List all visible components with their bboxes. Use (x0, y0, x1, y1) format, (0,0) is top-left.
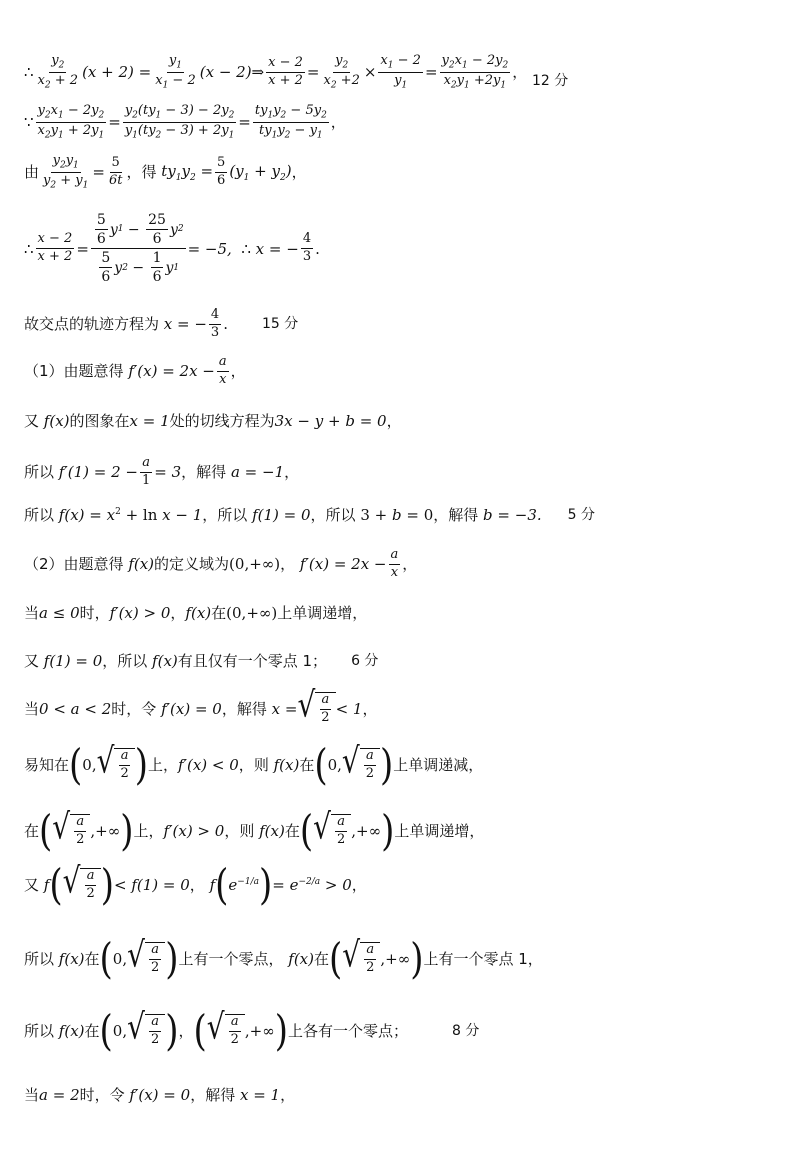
solution-line-10: （2）由题意得 f(x) 的定义域为 (0,+∞) ， f′(x) = 2x − $\frac{a}{x}$ ， (24, 547, 418, 580)
solution-line-7: 又 f(x) 的图象在 x = 1 处的切线方程为 3x − y + b = 0 ， (24, 412, 402, 430)
therefore-symbol: ∴ (24, 63, 34, 82)
score-mark: 12 分 (532, 73, 569, 89)
solution-line-14: 易知在 ( 0, √ $\frac{a}{2}$ ) 上 ， f′(x) < 0 ， 则 f(x) 在 ( 0, √ $\frac{a}{2}$ ) 上单调递减， (24, 740, 484, 790)
fraction: $\frac{y_2y_1}{y_2 + y_1}$ (43, 153, 89, 191)
fraction: $\frac{y_2}{x_2 +2}$ (323, 53, 360, 91)
fraction: $\frac{x - 2}{x + 2}$ (37, 231, 73, 265)
solution-line-12: 又 f(1) = 0 ， 所以 f(x) 有且仅有一个零点 1； 6 分 (24, 652, 379, 670)
score-mark: 6 分 (351, 652, 379, 669)
fraction: $\frac{x - 2}{x + 2}$ (268, 55, 303, 88)
fraction: $\frac{x_1 - 2}{y_1}$ (380, 53, 421, 91)
fraction: $\frac{5}{6}$ (217, 155, 226, 188)
implies-symbol: ⇒ (251, 63, 265, 82)
score-mark: 5 分 (567, 506, 595, 523)
solution-line-1: ∴ $\frac{y_2}{x_2 + 2}$ (x + 2) = $\frac{y_1}{x_1 - 2}$ (x − 2) ⇒ $\frac{x - 2}{x + 2}$ = $\frac{y_2}{x_2 +2}$ × $\frac{x_1 - 2}{y_1}$ = $\frac{y_2x_1 - 2y_2}{x_2y_1 +2y_1}$ ， (24, 53, 528, 91)
solution-line-8: 所以 f′(1) = 2 − $\frac{a}{1}$ = 3 ， 解得 a = −1 ， (24, 455, 300, 488)
solution-line-4: ∴ $\frac{x - 2}{x + 2}$ = $\frac{5}{6}$ y 1 − $\frac{25}{6}$ y 2 $\frac{5}{6}$ y 2 − $\frac{1}{6}$ y 1 = −5, ∴ x = − $\frac{4}{3}$ . (24, 212, 320, 286)
fraction: $\frac{ty_1y_2 - 5y_2}{ty_1y_2 - y_1}$ (254, 103, 327, 141)
solution-line-11: 当 a ≤ 0 时， f′(x) > 0 ， f(x) 在 (0,+∞) 上单调递增， (24, 604, 368, 622)
fraction: $\frac{y_2}{x_2 + 2}$ (37, 53, 79, 91)
fraction: $\frac{y_1}{x_1 - 2}$ (155, 53, 196, 91)
solution-line-18: 所以 f(x) 在 ( 0, √ $\frac{a}{2}$ ) ， ( √ $\frac{a}{2}$ ,+∞ ) 上各有一个零点； 8 分 (24, 1006, 480, 1056)
solution-line-3: 由 $\frac{y_2y_1}{y_2 + y_1}$ = $\frac{5}{6t}$ ， 得 $ty_1y_2$ = $\frac{5}{6}$ $(y_1 + y_2)$ ， (24, 153, 307, 191)
fraction: $\frac{a}{x}$ (218, 354, 227, 387)
solution-line-13: 当 0 < a < 2 时， 令 f′(x) = 0 ， 解得 x = √ $\frac{a}{2}$ < 1 ， (24, 684, 378, 726)
solution-line-19: 当 a = 2 时， 令 f′(x) = 0 ， 解得 x = 1 ， (24, 1086, 296, 1104)
fraction: $\frac{y_2(ty_1 - 3) - 2y_2}{y_1(ty_2 - 3) + 2y_1}$ (124, 103, 235, 141)
fraction: $\frac{a}{x}$ (390, 547, 399, 580)
solution-line-2: ∵ $\frac{y_2x_1 - 2y_2}{x_2y_1 + 2y_1}$ = $\frac{y_2(ty_1 - 3) - 2y_2}{y_1(ty_2 - 3) + 2y_1}$ = $\frac{ty_1y_2 - 5y_2}{ty_1y_2 - y_1}$ ， (24, 103, 346, 141)
fraction: $\frac{5}{6t}$ (108, 155, 123, 188)
fraction: $\frac{y_2x_1 - 2y_2}{x_2y_1 +2y_1}$ (441, 53, 509, 91)
solution-line-9: 所以 $f(x) = x^2 + \ln x - 1$ ， 所以 f(1) = 0 ， 所以 3 + b = 0 ， 解得 b = −3. 5 分 (24, 506, 595, 524)
fraction: $\frac{a}{1}$ (141, 455, 151, 488)
solution-line-16: 又 f ( √ $\frac{a}{2}$ ) < f(1) = 0 ， f ( $e^{-1/a}$ ) = $e^{-2/a} > 0$ ， (24, 860, 367, 910)
because-symbol: ∵ (24, 113, 34, 132)
compound-fraction: $\frac{5}{6}$ y 1 − $\frac{25}{6}$ y 2 $\frac{5}{6}$ y 2 − $\frac{1}{6}$ y 1 (91, 212, 186, 285)
score-mark: 15 分 (261, 316, 299, 333)
sqrt-a-over-2: √ $\frac{a}{2}$ (297, 692, 335, 726)
fraction: $\frac{4}{3}$ (302, 231, 312, 265)
solution-line-17: 所以 f(x) 在 ( 0, √ $\frac{a}{2}$ ) 上有一个零点， f(x) 在 ( √ $\frac{a}{2}$ ,+∞ ) 上有一个零点 1， (24, 934, 543, 984)
solution-line-15: 在 ( √ $\frac{a}{2}$ ,+∞ ) 上 ， f′(x) > 0 ， 则 f(x) 在 ( √ $\frac{a}{2}$ ,+∞ ) 上单调递增， (24, 806, 485, 856)
solution-line-5: 故交点的轨迹方程为 x = − $\frac{4}{3}$ . 15 分 (24, 307, 299, 340)
fraction: $\frac{4}{3}$ (210, 307, 220, 340)
score-mark: 8 分 (452, 1022, 480, 1039)
fraction: $\frac{y_2x_1 - 2y_2}{x_2y_1 + 2y_1}$ (37, 103, 105, 141)
solution-line-6: （1）由题意得 f′(x) = 2x − $\frac{a}{x}$ ， (24, 354, 246, 387)
